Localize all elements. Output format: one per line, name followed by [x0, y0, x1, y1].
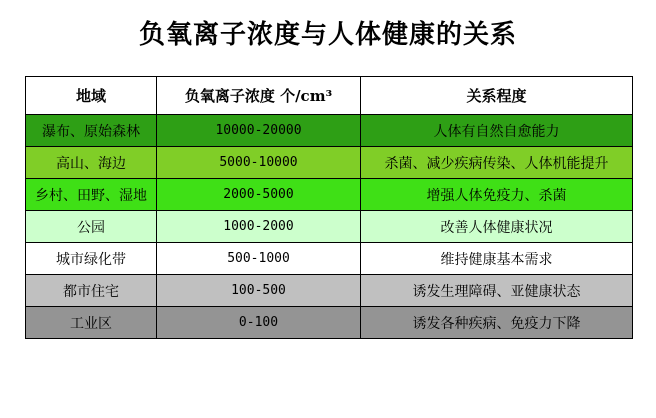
- header-relation: 关系程度: [361, 77, 633, 115]
- table-row: [26, 211, 633, 243]
- table-row: [26, 307, 633, 339]
- table-header-row: [26, 77, 633, 115]
- region-cell: 高山、海边: [26, 147, 157, 179]
- concentration-cell: 1000-2000: [157, 211, 361, 243]
- concentration-cell: 2000-5000: [157, 179, 361, 211]
- table-row: [26, 243, 633, 275]
- relation-cell: 改善人体健康状况: [361, 211, 633, 243]
- header-region: 地域: [26, 77, 157, 115]
- region-cell: 乡村、田野、湿地: [26, 179, 157, 211]
- relation-cell: 增强人体免疫力、杀菌: [361, 179, 633, 211]
- concentration-cell: 0-100: [157, 307, 361, 339]
- relation-cell: 诱发各种疾病、免疫力下降: [361, 307, 633, 339]
- concentration-cell: 100-500: [157, 275, 361, 307]
- concentration-cell: 500-1000: [157, 243, 361, 275]
- table-row: [26, 275, 633, 307]
- table-row: [26, 147, 633, 179]
- concentration-cell: 10000-20000: [157, 115, 361, 147]
- ion-health-table: [25, 76, 633, 339]
- relation-cell: 人体有自然自愈能力: [361, 115, 633, 147]
- header-concentration: 负氧离子浓度 个/cm³: [157, 77, 361, 115]
- region-cell: 都市住宅: [26, 275, 157, 307]
- table-row: [26, 179, 633, 211]
- region-cell: 公园: [26, 211, 157, 243]
- page-title: 负氧离子浓度与人体健康的关系: [138, 20, 517, 50]
- concentration-cell: 5000-10000: [157, 147, 361, 179]
- region-cell: 瀑布、原始森林: [26, 115, 157, 147]
- table-row: [26, 115, 633, 147]
- relation-cell: 杀菌、减少疾病传染、人体机能提升: [361, 147, 633, 179]
- relation-cell: 诱发生理障碍、亚健康状态: [361, 275, 633, 307]
- region-cell: 城市绿化带: [26, 243, 157, 275]
- region-cell: 工业区: [26, 307, 157, 339]
- relation-cell: 维持健康基本需求: [361, 243, 633, 275]
